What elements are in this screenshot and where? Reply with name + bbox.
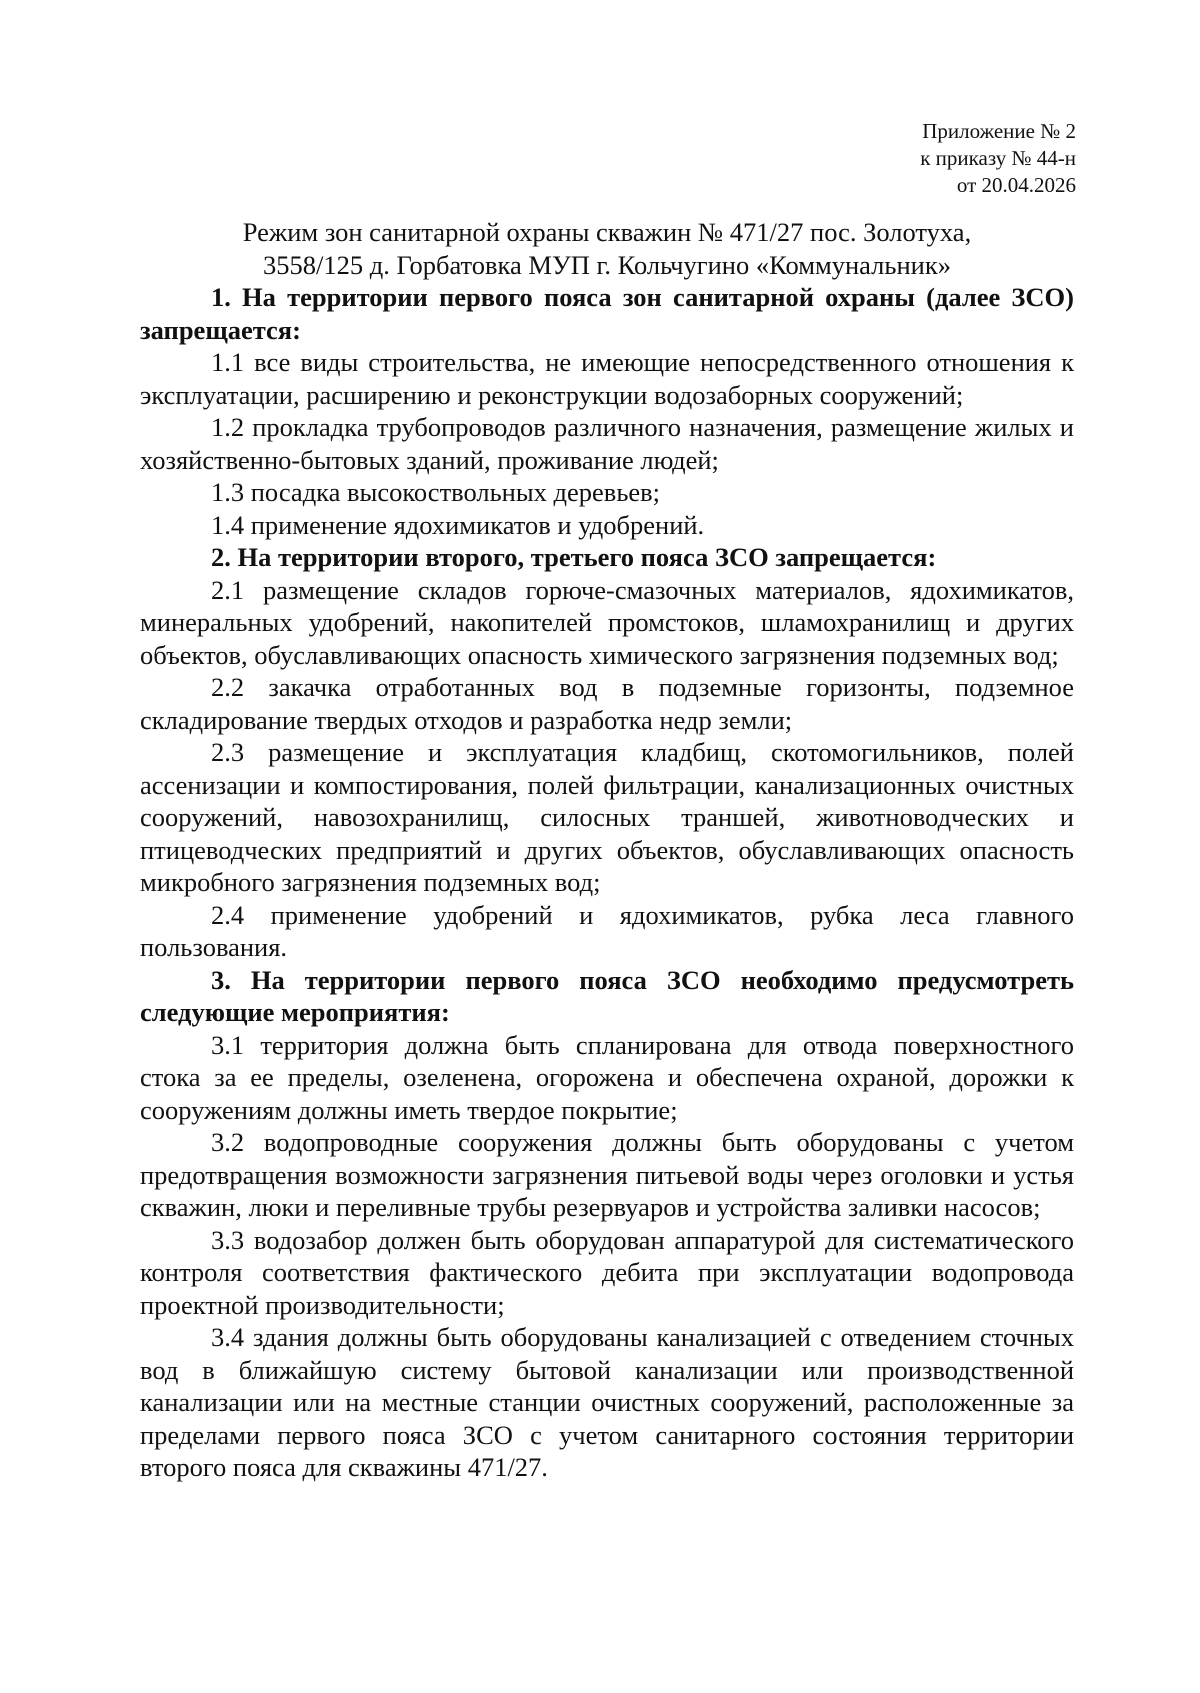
item-1-2: 1.2 прокладка трубопроводов различного назначения, размещение жилых и хозяйственно-бытовых зданий, проживание людей; [140, 412, 1074, 475]
section-2-heading: 2. На территории второго, третьего пояса ЗСО запрещается: [211, 542, 937, 572]
document-body [140, 216, 1074, 1484]
item-3-4: 3.4 здания должны быть оборудованы канализацией с отведением сточных вод в ближайшую систему бытовой канализации или производственной канализации или на местные станции очистных сооружений, расположенные за пределами первого пояса ЗСО с учетом санитарного состояния территории второго пояса для скважины 471/27. [140, 1322, 1074, 1482]
title-line-1: Режим зон санитарной охраны скважин № 471/27 пос. Золотуха, [242, 217, 972, 247]
item-2-2: 2.2 закачка отработанных вод в подземные горизонты, подземное складирование твердых отходов и разработка недр земли; [140, 672, 1074, 735]
order-date: от 20.04.2026 [956, 173, 1076, 197]
document-title [140, 216, 1074, 281]
item-3-3: 3.3 водозабор должен быть оборудован аппаратурой для систематического контроля соответствия фактического дебита при эксплуатации водопровода проектной производительности; [140, 1224, 1074, 1320]
appendix-number: Приложение № 2 [922, 119, 1076, 143]
item-2-4: 2.4 применение удобрений и ядохимикатов, рубка леса главного пользования. [140, 899, 1074, 962]
order-reference: к приказу № 44-н [920, 146, 1076, 170]
section-3-heading: 3. На территории первого пояса ЗСО необходимо предусмотреть следующие мероприятия: [140, 964, 1074, 1027]
item-3-2: 3.2 водопроводные сооружения должны быть оборудованы с учетом предотвращения возможности загрязнения питьевой воды через оголовки и устья скважин, люки и переливные трубы резервуаров и устройства заливки насосов; [140, 1127, 1074, 1222]
item-2-3: 2.3 размещение и эксплуатация кладбищ, скотомогильников, полей ассенизации и компостирования, полей фильтрации, канализационных очистных сооружений, навозохранилищ, силосных траншей, животноводческих и птицеводческих предприятий и других объектов, обуславливающих опасность микробного загрязнения подземных вод; [140, 737, 1074, 897]
item-1-4: 1.4 применение ядохимикатов и удобрений. [211, 509, 705, 540]
appendix-note [920, 118, 1076, 199]
title-line-2: 3558/125 д. Горбатовка МУП г. Кольчугино «Коммунальник» [263, 249, 951, 280]
item-1-1: 1.1 все виды строительства, не имеющие непосредственного отношения к эксплуатации, расширению и реконструкции водозаборных сооружений; [140, 347, 1074, 410]
section-1-heading: 1. На территории первого пояса зон санитарной охраны (далее ЗСО) запрещается: [140, 282, 1074, 345]
item-3-1: 3.1 территория должна быть спланирована для отвода поверхностного стока за ее пределы, озеленена, огорожена и обеспечена охраной, дорожки к сооружениям должны иметь твердое покрытие; [140, 1029, 1074, 1125]
item-2-1: 2.1 размещение складов горюче-смазочных материалов, ядохимикатов, минеральных удобрений, накопителей промстоков, шламохранилищ и других объектов, обуславливающих опасность химического загрязнения подземных вод; [140, 574, 1074, 670]
item-1-3: 1.3 посадка высокоствольных деревьев; [211, 477, 661, 507]
